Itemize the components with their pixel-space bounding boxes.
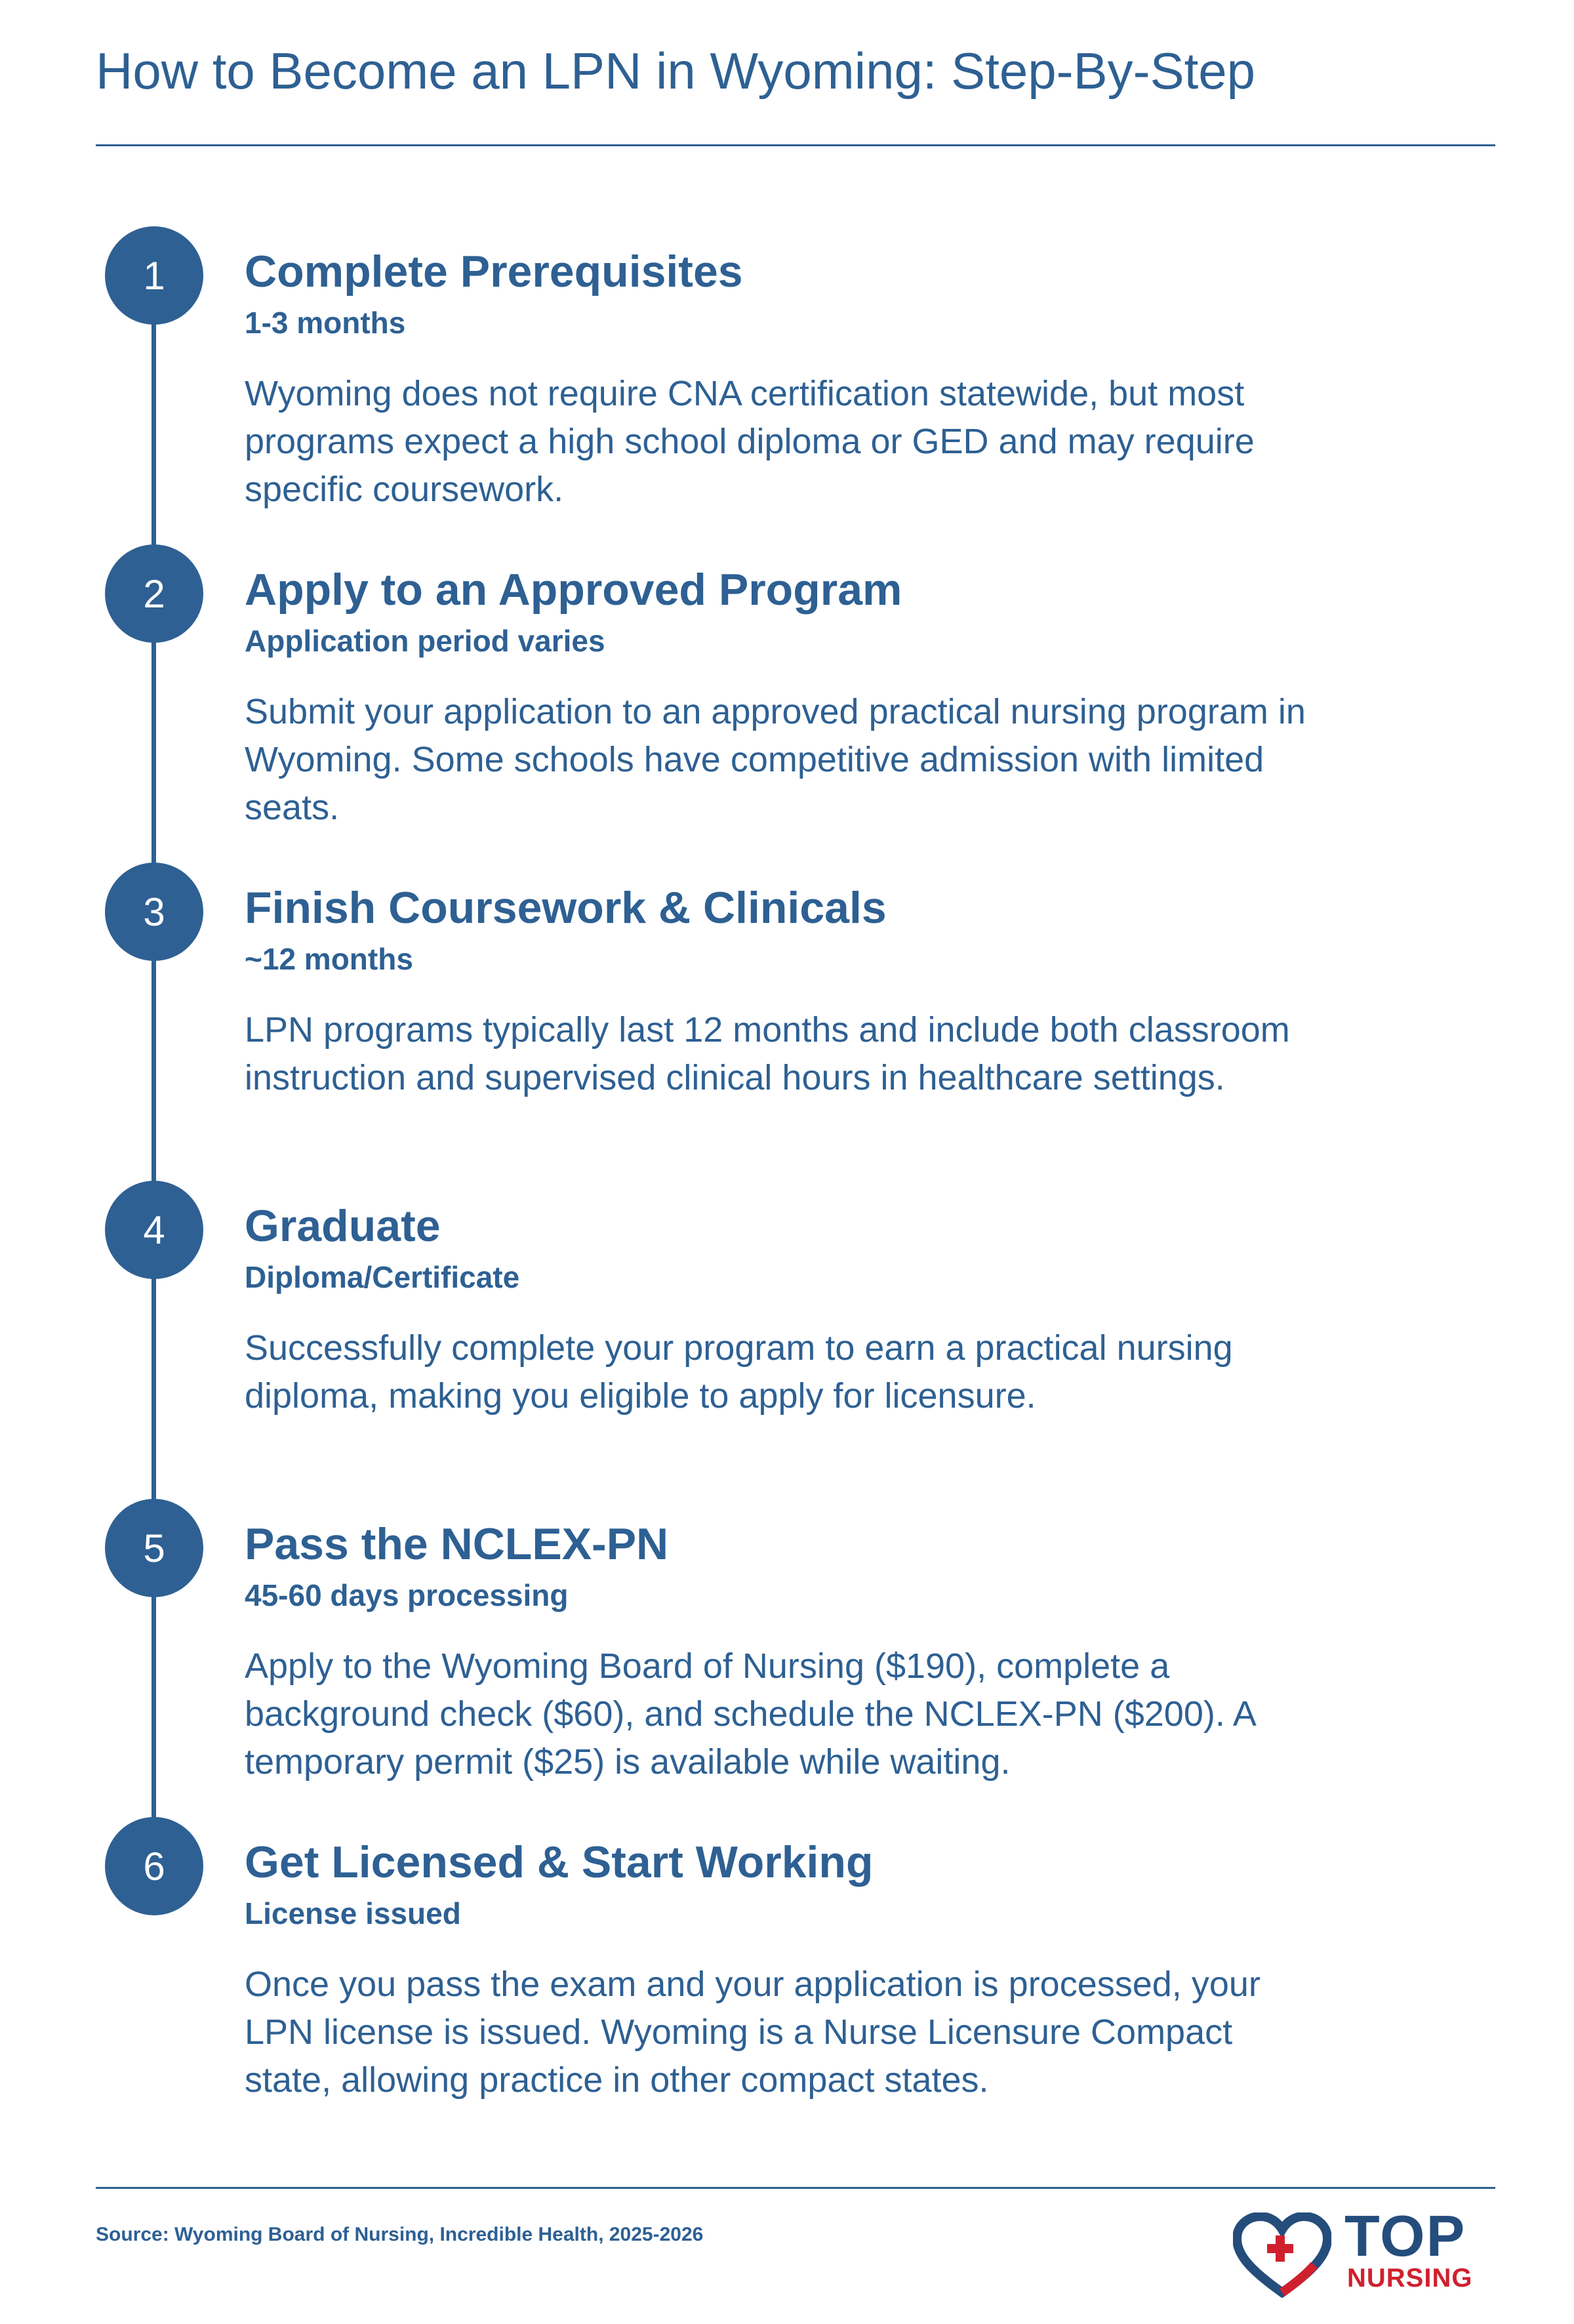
step-number-badge: 2 (105, 544, 203, 643)
step-duration: ~12 months (245, 942, 413, 977)
step-number-badge: 4 (105, 1181, 203, 1279)
step-description: Wyoming does not require CNA certification statewide, but most programs expect a high school diploma or GED and may require specific coursework. (245, 374, 1255, 510)
heart-cross-icon (1233, 2212, 1331, 2298)
footer-divider (96, 2187, 1495, 2189)
step-duration: 45-60 days processing (245, 1578, 569, 1613)
timeline-line (151, 275, 156, 1869)
step-description: LPN programs typically last 12 months and include both classroom instruction and supervised clinical hours in healthcare settings. (245, 1010, 1290, 1098)
step-description: Successfully complete your program to earn a practical nursing diploma, making you eligible to apply for licensure. (245, 1328, 1233, 1416)
step-title: Apply to an Approved Program (245, 565, 902, 615)
step-title: Complete Prerequisites (245, 247, 743, 296)
step-description: Apply to the Wyoming Board of Nursing ($190), complete a background check ($60), and schedule the NCLEX-PN ($200). A temporary permit ($25) is available while waiting. (245, 1646, 1255, 1782)
step-duration: Diploma/Certificate (245, 1260, 520, 1295)
source-citation: Source: Wyoming Board of Nursing, Incredible Health, 2025-2026 (96, 2224, 704, 2245)
step-title: Graduate (245, 1201, 441, 1251)
step-title: Get Licensed & Start Working (245, 1837, 874, 1887)
step-content (245, 564, 1307, 832)
step-duration: 1-3 months (245, 306, 406, 340)
step-title: Pass the NCLEX-PN (245, 1519, 669, 1569)
top-nursing-logo (1233, 2203, 1495, 2293)
step-description: Once you pass the exam and your application is processed, your LPN license is issued. Wyoming is a Nurse Licensure Compact state, allowing practice in other compact states. (245, 1965, 1261, 2100)
logo-wordmark-nursing: NURSING (1347, 2264, 1473, 2293)
logo-wordmark-top: TOP (1344, 2203, 1466, 2268)
step-duration: Application period varies (245, 624, 605, 659)
step-content (245, 882, 1307, 1102)
step-number-badge: 6 (105, 1817, 203, 1915)
step-description: Submit your application to an approved practical nursing program in Wyoming. Some schools have competitive admission with limited seats. (245, 692, 1306, 828)
step-number-badge: 3 (105, 863, 203, 961)
step-content (245, 246, 1307, 514)
step-content (245, 1837, 1307, 2104)
step-content (245, 1200, 1307, 1420)
page-title: How to Become an LPN in Wyoming: Step-By-Step (96, 42, 1256, 100)
step-number-badge: 1 (105, 226, 203, 325)
step-title: Finish Coursework & Clinicals (245, 883, 887, 933)
header-divider (96, 144, 1495, 146)
step-content (245, 1519, 1307, 1786)
step-duration: License issued (245, 1896, 461, 1931)
step-number-badge: 5 (105, 1499, 203, 1597)
